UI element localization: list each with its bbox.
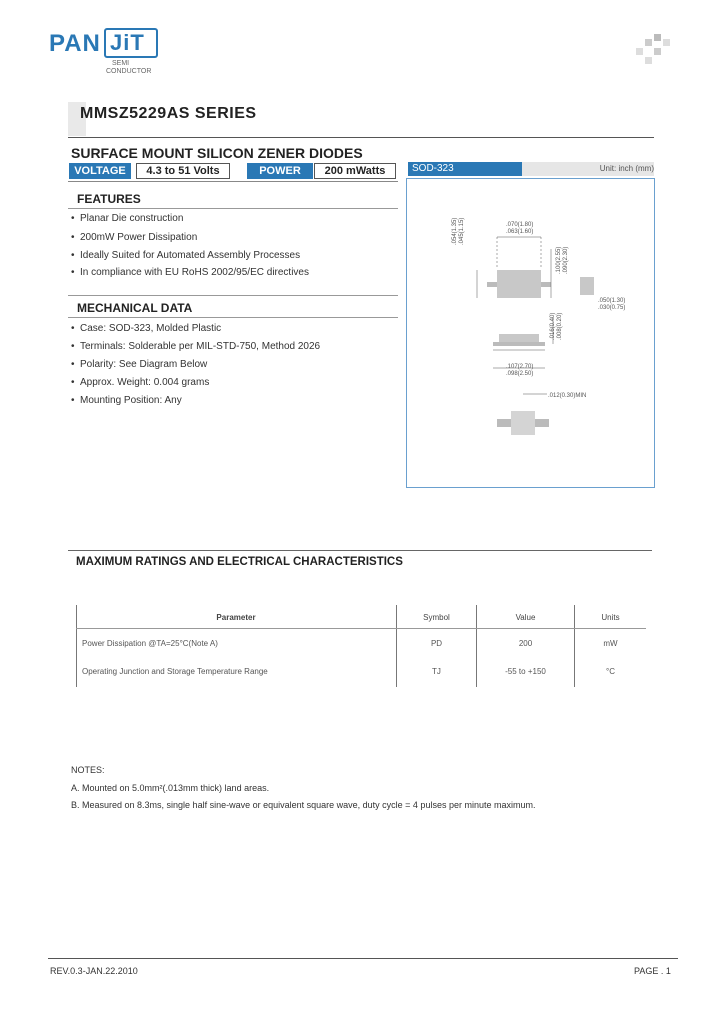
dim-label: .016(0.40) <box>550 312 556 340</box>
note-item: B. Measured on 8.3ms, single half sine-wave or equivalent square wave, duty cycle = 4 pulses per minute maximum. <box>71 800 536 810</box>
ratings-top-divider <box>68 550 652 551</box>
power-value: 200 mWatts <box>314 163 396 179</box>
notes-heading: NOTES: <box>71 765 105 775</box>
table-cell-parameter: Operating Junction and Storage Temperature Range <box>82 667 268 676</box>
logo-jit-text: JiT <box>110 30 145 55</box>
mechanical-divider <box>68 317 398 318</box>
feature-item: • In compliance with EU RoHS 2002/95/EC directives <box>80 267 309 278</box>
ratings-table <box>76 605 646 687</box>
dim-side-height <box>598 298 625 312</box>
table-cell-value: -55 to +150 <box>505 667 546 676</box>
col-header-parameter: Parameter <box>216 613 256 622</box>
logo-sub-line1: SEMI <box>112 60 130 67</box>
dim-label: .050(1.30) <box>598 298 626 304</box>
col-header-symbol: Symbol <box>423 613 450 622</box>
col-header-units: Units <box>601 613 620 622</box>
voltage-label: VOLTAGE <box>69 163 131 179</box>
table-cell-units: mW <box>603 639 618 648</box>
logo-pan-text: PAN <box>49 30 101 57</box>
col-header-value: Value <box>515 613 536 622</box>
mechanical-item: • Mounting Position: Any <box>80 395 182 406</box>
table-header-divider <box>76 628 646 629</box>
top-view-body <box>497 270 541 298</box>
dim-top-height <box>452 218 466 245</box>
features-heading: FEATURES <box>77 192 141 206</box>
dim-label: .098(2.50) <box>506 371 534 377</box>
mechanical-item: • Polarity: See Diagram Below <box>80 359 207 370</box>
mechanical-item: • Approx. Weight: 0.004 grams <box>80 377 209 388</box>
table-cell-value: 200 <box>518 639 533 648</box>
voltage-value: 4.3 to 51 Volts <box>136 163 230 179</box>
table-cell-symbol: TJ <box>432 667 441 676</box>
dim-label: .045(1.15) <box>459 217 465 245</box>
ratings-heading: MAXIMUM RATINGS AND ELECTRICAL CHARACTERISTICS <box>76 556 403 568</box>
dim-lead-span <box>556 247 570 274</box>
page-number: PAGE . 1 <box>634 966 671 976</box>
mechanical-item: • Case: SOD-323, Molded Plastic <box>80 323 221 334</box>
dim-label: .107(2.70) <box>506 364 534 370</box>
dim-label: .008(0.20) <box>557 312 563 340</box>
dim-label: .063(1.60) <box>506 229 534 235</box>
dim-label: .100(2.55) <box>556 246 562 274</box>
mechanical-item: • Terminals: Solderable per MIL-STD-750, Method 2026 <box>80 341 320 352</box>
corner-pattern-icon <box>636 34 670 68</box>
dim-label: .030(0.75) <box>598 305 626 311</box>
table-cell-symbol: PD <box>430 639 443 648</box>
feature-item: • Ideally Suited for Automated Assembly Processes <box>80 250 300 261</box>
package-unit-note: Unit: inch (mm) <box>522 162 654 176</box>
dim-label: .070(1.80) <box>506 222 534 228</box>
dim-overall-length <box>506 364 533 378</box>
page-title: MMSZ5229AS SERIES <box>80 105 257 122</box>
note-item: A. Mounted on 5.0mm²(.013mm thick) land areas. <box>71 783 270 793</box>
mechanical-heading: MECHANICAL DATA <box>77 301 193 315</box>
logo-sub-line2: CONDUCTOR <box>106 68 152 75</box>
table-cell-parameter: Power Dissipation @TA=25°C(Note A) <box>82 639 218 648</box>
feature-item: • 200mW Power Dissipation <box>80 232 197 243</box>
mechanical-top-divider <box>68 295 398 296</box>
spec-divider <box>68 181 398 182</box>
table-cell-units: °C <box>606 667 615 676</box>
dim-label: .054(1.35) <box>452 217 458 245</box>
dim-label: .090(2.30) <box>563 246 569 274</box>
dim-lead-thickness <box>550 313 564 340</box>
dim-top-width <box>506 222 533 236</box>
footer-divider <box>48 958 678 959</box>
revision-label: REV.0.3-JAN.22.2010 <box>50 966 138 976</box>
title-divider <box>68 137 654 138</box>
package-label: SOD-323 <box>408 162 522 176</box>
product-subtitle: SURFACE MOUNT SILICON ZENER DIODES <box>71 145 363 161</box>
power-label: POWER <box>247 163 313 179</box>
logo-subtitle <box>106 60 166 76</box>
feature-item: • Planar Die construction <box>80 213 183 224</box>
dim-pad-min: .012(0.30)MIN <box>548 393 587 399</box>
features-divider <box>68 208 398 209</box>
